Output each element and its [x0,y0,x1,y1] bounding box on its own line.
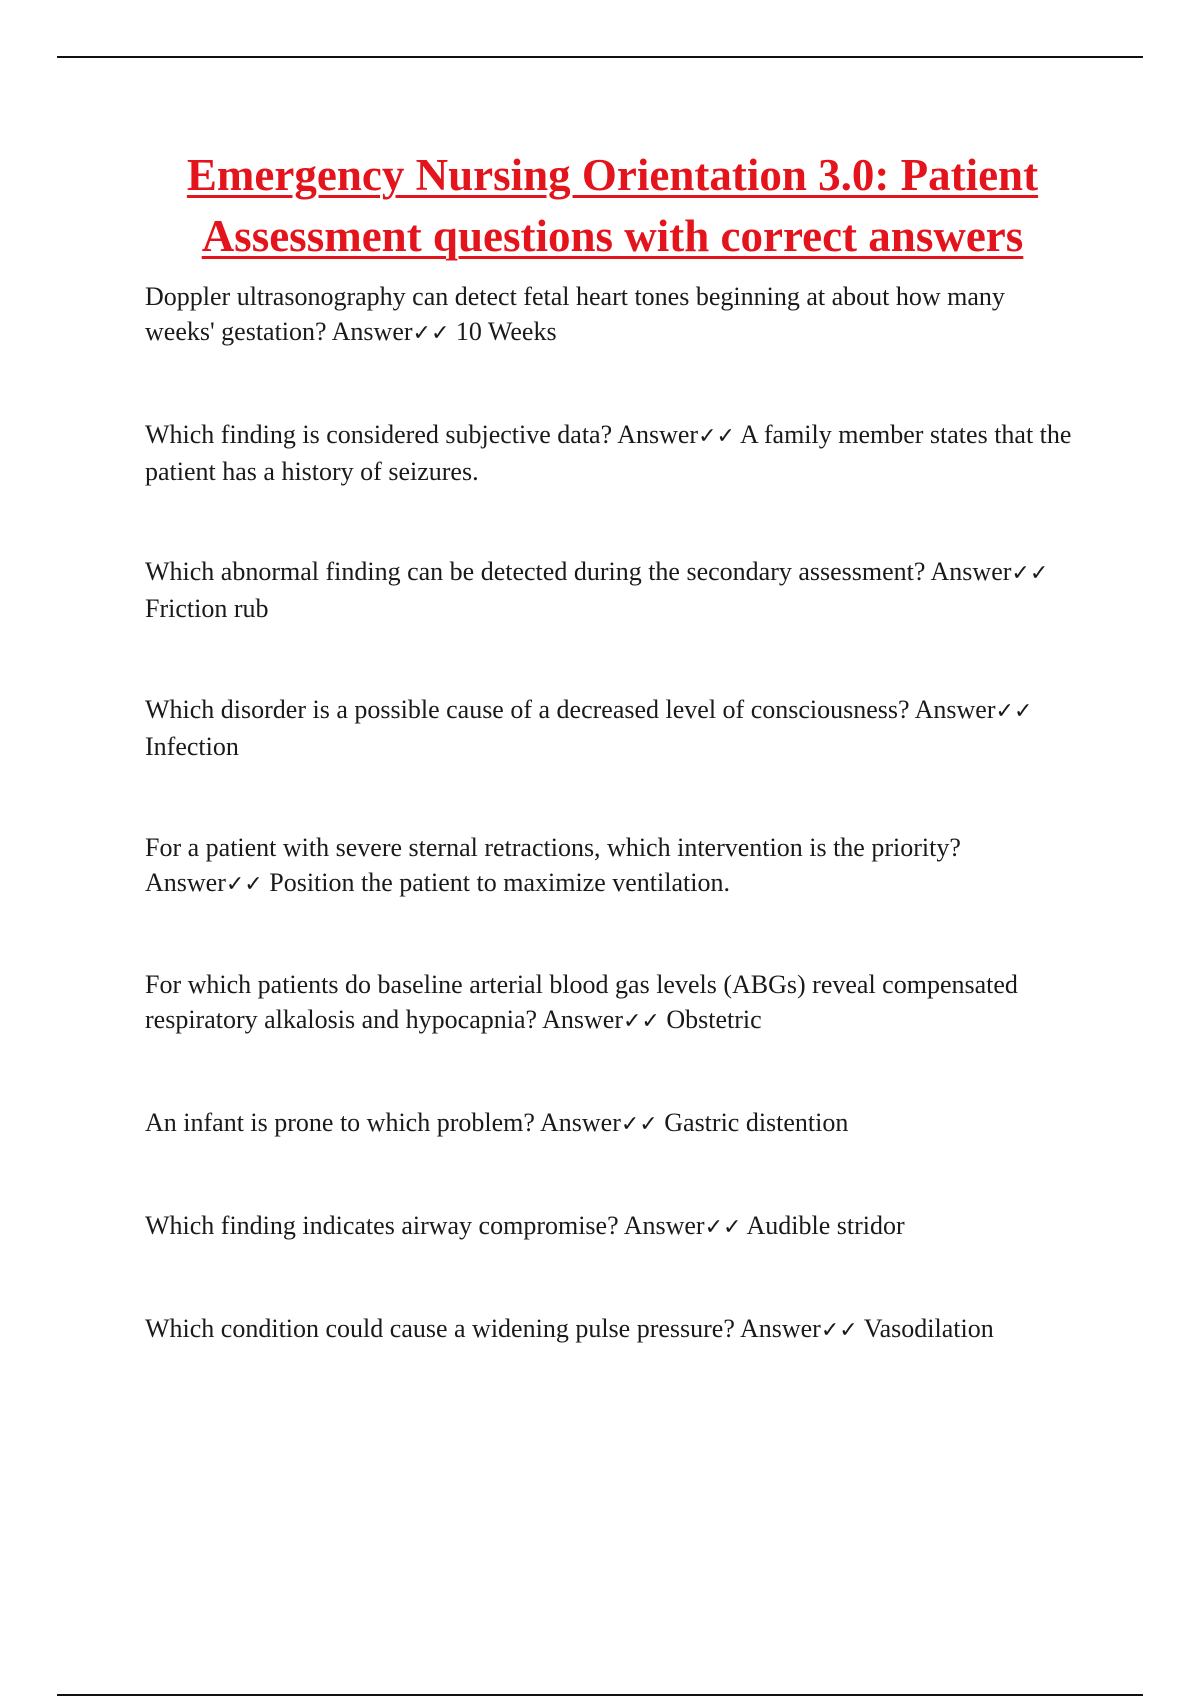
check-marks-icon: ✓✓ [698,424,735,449]
document-page [145,145,1080,1343]
top-rule [57,56,1143,58]
qa-item [145,555,1080,626]
question-text: Which finding indicates airway compromise? [145,1211,619,1240]
answer-text: Position the patient to maximize ventilation. [269,867,730,897]
qa-item [145,831,1080,902]
qa-item [145,693,1080,764]
question-text: Which finding is considered subjective data? [145,420,613,449]
check-marks-icon: ✓✓ [225,871,263,897]
check-marks-icon: ✓✓ [620,1112,658,1137]
qa-item [145,1312,1080,1349]
answer-label: Answer [739,1314,821,1343]
answer-text: Obstetric [666,1004,762,1034]
question-text: For which patients do baseline arterial blood gas levels (ABGs) reveal compensated respiratory alkalosis and hypocapnia? [145,970,1018,1034]
answer-label: Answer [623,1211,705,1240]
bottom-rule [57,1694,1143,1696]
answer-label: Answer [930,557,1012,586]
question-text: For a patient with severe sternal retractions, which intervention is the priority? [145,833,961,862]
qa-item [145,280,1080,351]
document-title: Emergency Nursing Orientation 3.0: Patient Assessment questions with correct answers [186,150,1039,261]
question-text: An infant is prone to which problem? [145,1108,535,1137]
check-marks-icon: ✓✓ [704,1215,742,1240]
qa-item [145,968,1080,1039]
answer-label: Answer [617,420,699,449]
question-text: Which condition could cause a widening pulse pressure? [145,1314,735,1343]
check-marks-icon: ✓✓ [622,1008,660,1034]
answer-text: Gastric distention [664,1108,849,1137]
answer-text: Infection [145,731,239,761]
answer-text: Audible stridor [746,1211,905,1240]
check-marks-icon: ✓✓ [995,699,1033,724]
answer-text: 10 Weeks [455,316,557,346]
question-text: Which disorder is a possible cause of a decreased level of consciousness? [145,695,910,724]
qa-item [145,418,1080,489]
answer-text: A family member states that the patient has a history of seizures. [145,420,1072,486]
check-marks-icon: ✓✓ [1011,561,1049,586]
answer-label: Answer [542,1004,623,1034]
question-text: Which abnormal finding can be detected during the secondary assessment? [145,557,926,586]
answer-label: Answer [914,695,996,724]
answer-text: Friction rub [145,593,269,623]
answer-text: Vasodilation [863,1314,994,1343]
check-marks-icon: ✓✓ [412,320,450,346]
qa-item [145,1106,1080,1143]
qa-item [145,1209,1080,1246]
answer-label: Answer [331,316,413,346]
answer-label: Answer [145,867,226,897]
question-text: Doppler ultrasonography can detect fetal heart tones beginning at about how many weeks' gestation? [145,282,1005,346]
check-marks-icon: ✓✓ [820,1318,858,1343]
answer-label: Answer [540,1108,621,1137]
